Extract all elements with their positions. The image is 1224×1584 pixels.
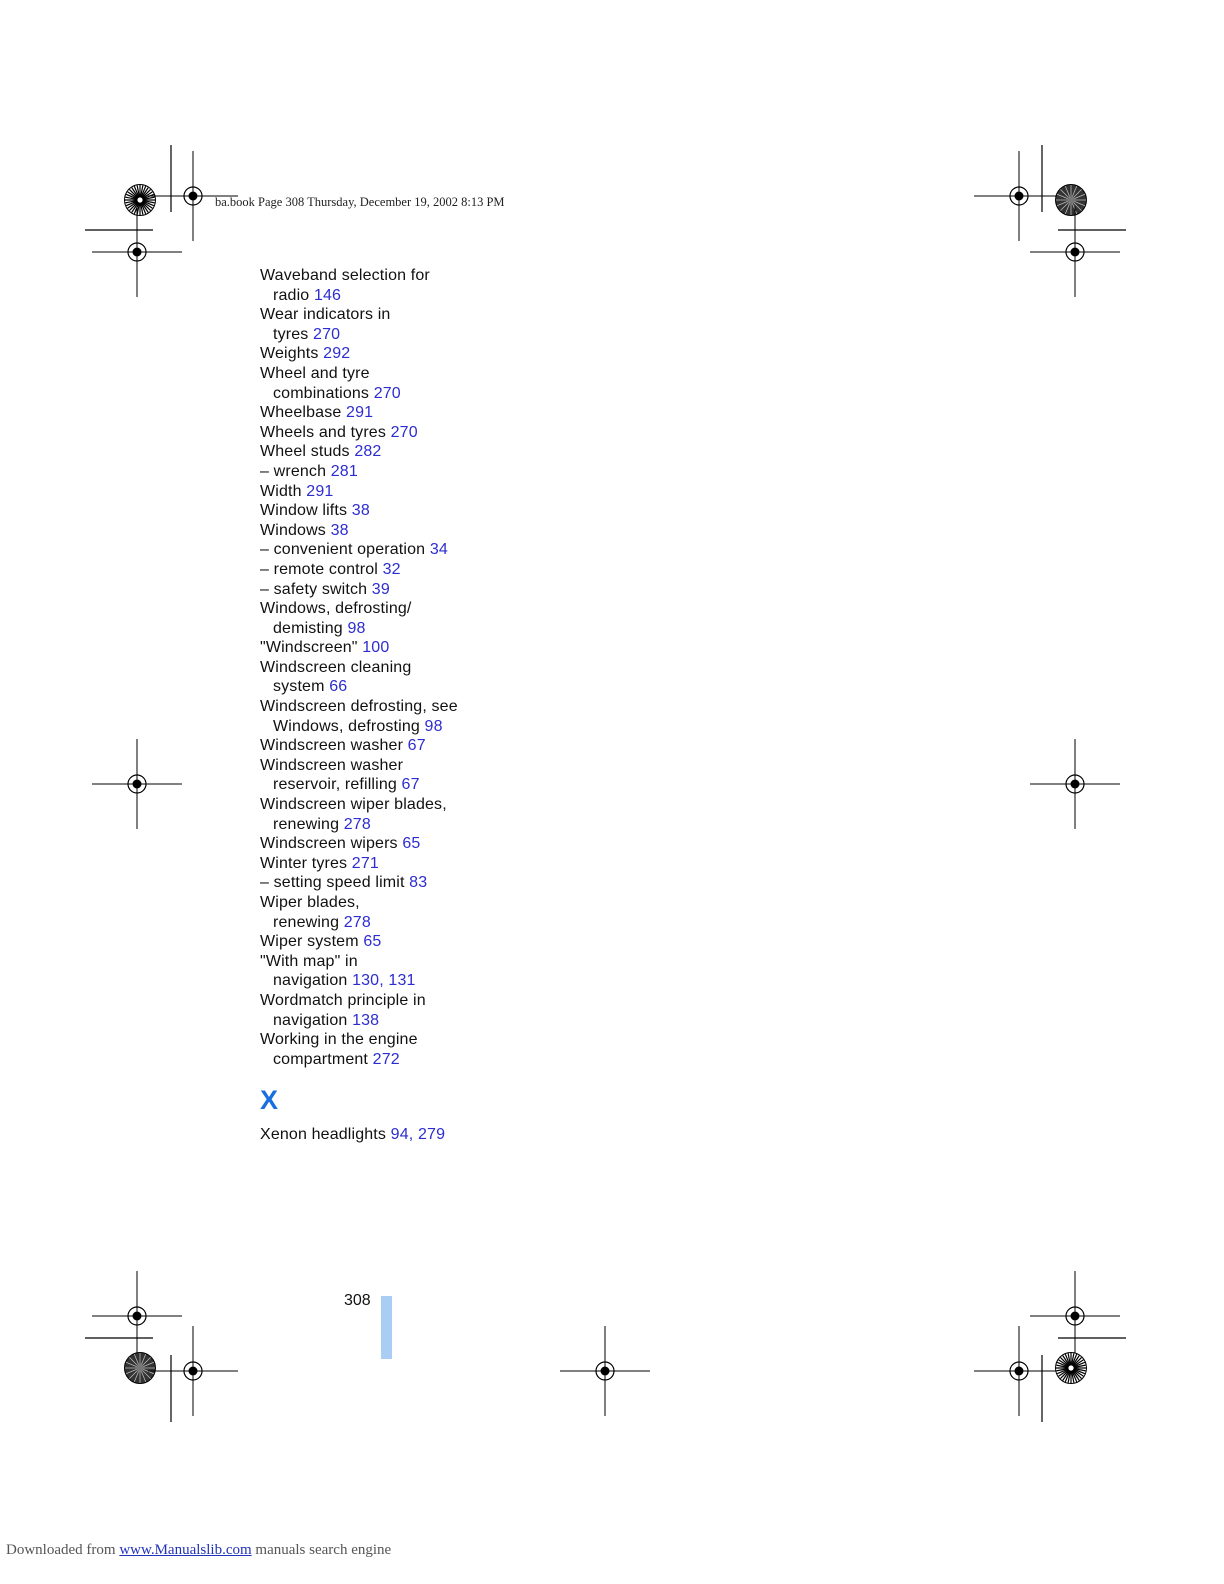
entry-label: Weights [260,345,319,363]
entry-label: Winter tyres [260,854,348,872]
index-entry [260,580,520,600]
page-reference-link[interactable]: 98 [424,717,443,735]
entry-label: – setting speed limit [260,874,405,892]
entry-label: Windscreen washer [260,737,404,755]
index-entry [260,736,520,756]
page-reference-link[interactable]: 65 [402,835,421,853]
page-reference-link[interactable]: 67 [401,776,420,794]
index-column [260,266,520,1145]
entry-label: Windows [260,521,326,539]
entry-continuation: navigation [273,972,348,990]
index-entry [260,834,520,854]
entry-continuation: navigation [273,1011,348,1029]
registration-target [560,1326,650,1416]
entry-label: Windows, defrosting/ [260,600,412,618]
page-reference-link[interactable]: 32 [382,560,401,578]
page-reference-link[interactable]: 271 [351,854,379,872]
entry-label: Wiper blades, [260,894,360,911]
registration-target [1030,739,1120,829]
index-entry [260,795,520,834]
entry-label: Width [260,482,302,500]
index-entry [260,501,520,521]
page-reference-link[interactable]: 292 [323,345,351,363]
entry-label: Wheel studs [260,443,350,461]
entry-label: Windscreen wipers [260,835,398,853]
entry-continuation: tyres [273,325,309,343]
registration-target [92,1271,182,1361]
page-reference-link[interactable]: 291 [346,404,374,422]
index-entry: "With map" in navigation 130, 131 [260,952,416,990]
entry-label: Working in the engine [260,1031,418,1049]
index-entry [260,1030,520,1069]
entry-label: Xenon headlights [260,1126,387,1144]
page-reference-link[interactable]: 38 [351,502,370,520]
index-entry [260,521,520,541]
index-entry [260,344,520,364]
entry-label: Wordmatch principle in [260,991,426,1009]
index-entry-list [260,266,520,1069]
index-entry-list-x [260,1125,520,1145]
index-entry [260,423,520,443]
page-reference-link[interactable]: 291 [306,482,334,500]
index-entry [260,599,520,638]
footer-prefix: Downloaded from [6,1542,116,1558]
page-tab-bar [381,1296,392,1359]
page-reference-link[interactable]: 66 [329,678,348,696]
registration-target [1030,1271,1120,1361]
entry-continuation: radio [273,286,310,304]
entry-label: Window lifts [260,502,348,520]
page-reference-link[interactable]: 34 [429,541,448,559]
page-reference-link[interactable]: 67 [407,737,426,755]
page-number: 308 [344,1292,371,1309]
index-entry [260,658,520,697]
page-reference-link[interactable]: 100 [362,639,390,657]
starburst-mark [125,1353,156,1384]
entry-continuation: compartment [273,1050,369,1068]
index-entry [260,697,520,736]
index-entry [260,756,520,795]
registration-target [1030,207,1120,297]
index-entry [260,873,520,893]
index-entry [260,266,520,305]
entry-continuation: reservoir, refilling [273,776,397,794]
entry-label: Wheelbase [260,404,342,422]
entry-label: – wrench [260,462,327,480]
index-entry [260,364,520,403]
entry-continuation: renewing [273,815,340,833]
page-reference-link[interactable]: 279 [417,1126,446,1144]
index-entry [260,482,520,502]
page-reference-link[interactable]: 83 [409,874,428,892]
page-reference-link[interactable]: 39 [371,580,390,598]
entry-label: Waveband selection for [260,267,430,284]
entry-label: "Windscreen" [260,639,358,657]
entry-label: Windscreen washer [260,756,404,774]
index-entry [260,893,520,932]
manualslib-link[interactable]: www.Manualslib.com [119,1542,252,1558]
page-reference-link[interactable]: 146 [313,286,342,304]
entry-label: Wheels and tyres [260,423,387,441]
index-entry: Xenon headlights 94, 279 [260,1126,446,1144]
entry-continuation: demisting [273,619,343,637]
entry-label: Windscreen defrosting, see [260,698,458,716]
starburst-mark [125,185,156,216]
section-letter-x: X [260,1085,279,1116]
entry-continuation: combinations [273,384,370,402]
footer-suffix: manuals search engine [255,1542,392,1558]
page-reference-link[interactable]: 278 [343,815,371,833]
index-entry [260,991,520,1030]
registration-target [974,151,1064,241]
page-reference-link[interactable]: 281 [330,462,358,480]
entry-label: Windscreen cleaning [260,658,412,676]
entry-continuation: system [273,678,325,696]
registration-target [92,207,182,297]
index-entry [260,540,520,560]
index-entry [260,305,520,344]
index-entry [260,854,520,874]
page-reference-link[interactable]: 130 [352,972,380,990]
page-reference-link[interactable]: 138 [352,1011,380,1029]
page-reference-link[interactable]: 65 [363,933,382,951]
starburst-mark [1056,185,1087,216]
entry-label: Wear indicators in [260,306,391,324]
entry-label: – safety switch [260,580,368,598]
page-reference-link[interactable]: 270 [313,325,341,343]
page-reference-link[interactable]: 131 [388,972,416,990]
page-reference-link[interactable]: 94 [390,1126,409,1144]
index-entry [260,560,520,580]
index-entry [260,932,520,952]
page-reference-link[interactable]: 98 [347,619,366,637]
page-reference-link[interactable]: 38 [330,521,349,539]
index-entry [260,638,520,658]
starburst-mark [1056,1353,1087,1384]
entry-continuation: renewing [273,913,340,931]
entry-label: "With map" in [260,952,358,970]
registration-target [974,1326,1064,1416]
print-header: ba.book Page 308 Thursday, December 19, 2002 8:13 PM [215,195,505,209]
page-reference-link[interactable]: 278 [343,913,371,931]
page-reference-link[interactable]: 270 [373,384,401,402]
entry-label: Windscreen wiper blades, [260,796,447,814]
index-entry [260,462,520,482]
entry-label: – convenient operation [260,541,426,559]
registration-target [92,739,182,829]
download-footer [6,1542,391,1559]
page-reference-link[interactable]: 282 [354,443,382,461]
entry-continuation: Windows, defrosting [273,717,420,735]
index-entry [260,442,520,462]
page-reference-link[interactable]: 272 [372,1050,400,1068]
index-entry [260,403,520,423]
registration-target [148,1326,238,1416]
page-reference-link[interactable]: 270 [390,423,418,441]
entry-label: Wheel and tyre [260,364,370,382]
entry-label: – remote control [260,560,379,578]
entry-label: Wiper system [260,933,359,951]
